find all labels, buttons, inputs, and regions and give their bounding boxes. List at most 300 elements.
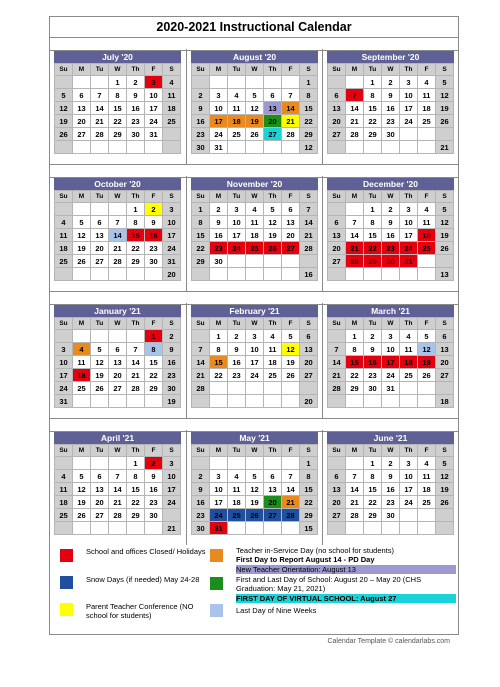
month-cell <box>322 430 458 545</box>
day-cell: 28 <box>109 509 127 522</box>
month-header: May '21 <box>191 432 318 444</box>
day-cell: 4 <box>228 470 246 483</box>
day-cell: 24 <box>246 369 264 382</box>
empty-cell <box>418 395 436 408</box>
day-cell: 1 <box>210 330 228 343</box>
instructional-day-count: 21 <box>163 522 181 535</box>
empty-cell <box>328 76 346 89</box>
day-cell: 12 <box>91 356 109 369</box>
day-cell: 6 <box>300 330 318 343</box>
day-cell: 28 <box>346 509 364 522</box>
empty-cell <box>400 382 418 395</box>
day-cell: 12 <box>246 102 264 115</box>
day-cell: 21 <box>346 115 364 128</box>
day-cell: 21 <box>109 496 127 509</box>
empty-cell <box>91 330 109 343</box>
day-cell: 26 <box>91 382 109 395</box>
day-cell: 5 <box>91 343 109 356</box>
day-cell: 19 <box>55 115 73 128</box>
day-cell: 29 <box>364 255 382 268</box>
day-cell: 5 <box>436 203 454 216</box>
day-cell: 17 <box>163 483 181 496</box>
month-calendar <box>327 178 454 281</box>
day-cell: 12 <box>55 102 73 115</box>
weekday-header: W <box>109 64 127 76</box>
day-cell: 9 <box>228 343 246 356</box>
month-table <box>54 63 181 154</box>
weekday-header: S <box>300 318 318 330</box>
day-cell: 4 <box>73 343 91 356</box>
day-cell: 5 <box>55 89 73 102</box>
weekday-header: Tu <box>228 445 246 457</box>
calendar-frame <box>49 16 459 635</box>
day-cell: 28 <box>346 255 364 268</box>
day-cell: 17 <box>400 229 418 242</box>
day-cell: 20 <box>328 115 346 128</box>
empty-cell <box>127 522 145 535</box>
day-cell: 21 <box>300 229 318 242</box>
green-swatch <box>210 577 223 590</box>
month-table <box>54 317 181 408</box>
day-cell: 30 <box>382 128 400 141</box>
weekday-header: Su <box>328 64 346 76</box>
weekday-header: Th <box>264 445 282 457</box>
day-cell: 4 <box>418 76 436 89</box>
day-cell: 18 <box>228 496 246 509</box>
day-cell: 20 <box>282 229 300 242</box>
weekday-header: F <box>282 445 300 457</box>
empty-cell <box>73 76 91 89</box>
day-cell: 29 <box>364 509 382 522</box>
empty-cell <box>228 522 246 535</box>
day-cell: 30 <box>145 509 163 522</box>
empty-cell <box>109 522 127 535</box>
day-cell: 18 <box>228 115 246 128</box>
empty-cell <box>73 330 91 343</box>
day-cell: 19 <box>246 496 264 509</box>
footer-credit[interactable]: Calendar Template © calendarlabs.com <box>327 638 450 645</box>
day-cell: 17 <box>382 356 400 369</box>
weekday-header: Th <box>264 64 282 76</box>
day-cell: 31 <box>55 395 73 408</box>
day-cell: 14 <box>328 356 346 369</box>
day-cell: 26 <box>418 369 436 382</box>
day-cell: 1 <box>109 76 127 89</box>
legend-closed: School and offices Closed/ Holidays <box>86 547 206 556</box>
month-table <box>191 444 318 535</box>
day-cell: 10 <box>400 470 418 483</box>
empty-cell <box>400 128 418 141</box>
day-cell: 18 <box>418 483 436 496</box>
empty-cell <box>192 330 210 343</box>
empty-cell <box>210 457 228 470</box>
day-cell: 14 <box>346 483 364 496</box>
day-cell: 9 <box>127 89 145 102</box>
day-cell: 18 <box>55 242 73 255</box>
day-cell: 11 <box>73 356 91 369</box>
day-cell: 16 <box>364 356 382 369</box>
empty-cell <box>328 522 346 535</box>
day-cell: 15 <box>145 356 163 369</box>
day-cell: 14 <box>282 102 300 115</box>
day-cell: 22 <box>210 369 228 382</box>
day-cell: 10 <box>228 216 246 229</box>
empty-cell <box>364 522 382 535</box>
weekday-header: S <box>163 445 181 457</box>
empty-cell <box>382 268 400 281</box>
weekday-header: Th <box>127 64 145 76</box>
empty-cell <box>228 255 246 268</box>
day-cell: 15 <box>364 229 382 242</box>
day-cell: 4 <box>418 203 436 216</box>
day-cell: 17 <box>163 229 181 242</box>
day-cell: 12 <box>282 343 300 356</box>
weekday-header: M <box>346 64 364 76</box>
weekday-header: W <box>246 191 264 203</box>
day-cell: 17 <box>210 115 228 128</box>
instructional-day-count: 13 <box>436 268 454 281</box>
day-cell: 19 <box>73 242 91 255</box>
empty-cell <box>346 268 364 281</box>
empty-cell <box>264 268 282 281</box>
empty-cell <box>55 522 73 535</box>
day-cell: 29 <box>346 382 364 395</box>
month-calendar <box>54 305 181 408</box>
day-cell: 12 <box>436 89 454 102</box>
empty-cell <box>55 141 73 154</box>
day-cell: 23 <box>228 369 246 382</box>
weekday-header: S <box>163 64 181 76</box>
empty-cell <box>300 255 318 268</box>
day-cell: 7 <box>192 343 210 356</box>
day-cell: 2 <box>145 457 163 470</box>
day-cell: 22 <box>145 369 163 382</box>
empty-cell <box>328 268 346 281</box>
day-cell: 31 <box>163 255 181 268</box>
day-cell: 11 <box>163 89 181 102</box>
empty-cell <box>210 382 228 395</box>
day-cell: 18 <box>400 356 418 369</box>
day-cell: 5 <box>264 203 282 216</box>
day-cell: 30 <box>145 255 163 268</box>
empty-cell <box>163 509 181 522</box>
empty-cell <box>418 255 436 268</box>
day-cell: 31 <box>400 255 418 268</box>
day-cell: 22 <box>127 242 145 255</box>
day-cell: 16 <box>163 356 181 369</box>
weekday-header: F <box>418 318 436 330</box>
weekday-header: M <box>73 318 91 330</box>
weekday-header: Su <box>192 191 210 203</box>
day-cell: 28 <box>91 128 109 141</box>
empty-cell <box>346 522 364 535</box>
day-cell: 16 <box>382 229 400 242</box>
weekday-header: Tu <box>228 191 246 203</box>
day-cell: 22 <box>192 242 210 255</box>
day-cell: 10 <box>210 102 228 115</box>
month-calendar <box>327 432 454 535</box>
weekday-header: Th <box>400 318 418 330</box>
instructional-day-count: 20 <box>163 268 181 281</box>
empty-cell <box>91 203 109 216</box>
day-cell: 27 <box>328 509 346 522</box>
empty-cell <box>282 76 300 89</box>
legend-first-last: First and Last Day of School: August 20 – May 20 (CHS Graduation: May 21, 2021) <box>236 575 422 593</box>
empty-cell <box>246 255 264 268</box>
weekday-header: Tu <box>228 318 246 330</box>
empty-cell <box>91 457 109 470</box>
month-calendar <box>54 51 181 154</box>
day-cell: 20 <box>328 496 346 509</box>
day-cell: 23 <box>163 369 181 382</box>
day-cell: 16 <box>192 115 210 128</box>
day-cell: 2 <box>364 330 382 343</box>
weekday-header: F <box>418 191 436 203</box>
month-header: July '20 <box>54 51 181 63</box>
empty-cell <box>228 268 246 281</box>
day-cell: 1 <box>300 76 318 89</box>
day-cell: 4 <box>55 216 73 229</box>
weekday-header: S <box>163 191 181 203</box>
empty-cell <box>91 268 109 281</box>
month-header: April '21 <box>54 432 181 444</box>
empty-cell <box>264 457 282 470</box>
day-cell: 11 <box>418 89 436 102</box>
day-cell: 27 <box>264 128 282 141</box>
orange-swatch <box>210 549 223 562</box>
day-cell: 4 <box>55 470 73 483</box>
weekday-header: Tu <box>364 191 382 203</box>
day-cell: 6 <box>328 470 346 483</box>
empty-cell <box>364 395 382 408</box>
weekday-header: Su <box>192 318 210 330</box>
day-cell: 22 <box>109 115 127 128</box>
day-cell: 5 <box>246 470 264 483</box>
weekday-header: Su <box>328 445 346 457</box>
day-cell: 11 <box>55 229 73 242</box>
weekday-header: F <box>418 64 436 76</box>
month-table <box>327 444 454 535</box>
empty-cell <box>364 141 382 154</box>
weekday-header: Tu <box>364 318 382 330</box>
empty-cell <box>264 382 282 395</box>
day-cell: 19 <box>91 369 109 382</box>
day-cell: 22 <box>364 115 382 128</box>
day-cell: 25 <box>228 509 246 522</box>
day-cell: 13 <box>109 356 127 369</box>
day-cell: 21 <box>109 242 127 255</box>
day-cell: 2 <box>382 76 400 89</box>
empty-cell <box>418 522 436 535</box>
day-cell: 25 <box>418 242 436 255</box>
empty-cell <box>282 141 300 154</box>
weekday-header: Su <box>55 191 73 203</box>
day-cell: 18 <box>418 229 436 242</box>
day-cell: 4 <box>418 457 436 470</box>
day-cell: 28 <box>127 382 145 395</box>
day-cell: 17 <box>145 102 163 115</box>
empty-cell <box>400 268 418 281</box>
day-cell: 25 <box>264 369 282 382</box>
weekday-header: Th <box>400 191 418 203</box>
weekday-header: Tu <box>91 445 109 457</box>
legend-first-report: First Day to Report August 14 - PD Day <box>236 555 375 564</box>
empty-cell <box>436 255 454 268</box>
day-cell: 11 <box>418 470 436 483</box>
day-cell: 26 <box>436 242 454 255</box>
weekday-header: W <box>109 445 127 457</box>
day-cell: 12 <box>73 483 91 496</box>
day-cell: 21 <box>346 242 364 255</box>
day-cell: 21 <box>282 115 300 128</box>
empty-cell <box>300 382 318 395</box>
day-cell: 9 <box>364 343 382 356</box>
weekday-header: W <box>382 191 400 203</box>
empty-cell <box>109 141 127 154</box>
empty-cell <box>246 522 264 535</box>
day-cell: 13 <box>73 102 91 115</box>
day-cell: 13 <box>328 483 346 496</box>
day-cell: 11 <box>55 483 73 496</box>
day-cell: 27 <box>328 255 346 268</box>
day-cell: 14 <box>192 356 210 369</box>
empty-cell <box>382 395 400 408</box>
empty-cell <box>210 76 228 89</box>
day-cell: 3 <box>145 76 163 89</box>
month-cell <box>186 49 322 164</box>
month-header: December '20 <box>327 178 454 190</box>
empty-cell <box>282 382 300 395</box>
day-cell: 4 <box>400 330 418 343</box>
legend-nine-weeks: Last Day of Nine Weeks <box>236 606 317 615</box>
day-cell: 10 <box>55 356 73 369</box>
weekday-header: Th <box>400 445 418 457</box>
weekday-header: Tu <box>364 445 382 457</box>
empty-cell <box>109 330 127 343</box>
day-cell: 25 <box>400 369 418 382</box>
blue-swatch <box>60 576 73 589</box>
day-cell: 12 <box>246 483 264 496</box>
day-cell: 18 <box>163 102 181 115</box>
day-cell: 24 <box>163 496 181 509</box>
day-cell: 16 <box>145 229 163 242</box>
day-cell: 21 <box>282 496 300 509</box>
day-cell: 20 <box>300 356 318 369</box>
month-calendar <box>54 178 181 281</box>
day-cell: 12 <box>436 216 454 229</box>
day-cell: 8 <box>145 343 163 356</box>
weekday-header: F <box>282 64 300 76</box>
day-cell: 3 <box>400 203 418 216</box>
empty-cell <box>145 268 163 281</box>
weekday-header: Th <box>264 191 282 203</box>
weekday-header: W <box>382 445 400 457</box>
day-cell: 13 <box>91 229 109 242</box>
day-cell: 11 <box>228 483 246 496</box>
day-cell: 4 <box>264 330 282 343</box>
weekday-header: Su <box>55 445 73 457</box>
day-cell: 19 <box>436 229 454 242</box>
empty-cell <box>328 330 346 343</box>
day-cell: 15 <box>300 483 318 496</box>
day-cell: 7 <box>346 470 364 483</box>
empty-cell <box>282 395 300 408</box>
empty-cell <box>346 395 364 408</box>
month-table <box>327 190 454 281</box>
weekday-header: M <box>210 318 228 330</box>
weekday-header: W <box>382 318 400 330</box>
day-cell: 18 <box>418 102 436 115</box>
weekday-header: Th <box>127 445 145 457</box>
day-cell: 19 <box>264 229 282 242</box>
day-cell: 2 <box>228 330 246 343</box>
weekday-header: Th <box>400 64 418 76</box>
legend-ptc: Parent Teacher Conference (NO school for students) <box>86 602 194 620</box>
day-cell: 26 <box>55 128 73 141</box>
empty-cell <box>228 76 246 89</box>
day-cell: 6 <box>436 330 454 343</box>
day-cell: 30 <box>382 509 400 522</box>
day-cell: 14 <box>91 102 109 115</box>
weekday-header: Th <box>127 318 145 330</box>
day-cell: 2 <box>163 330 181 343</box>
day-cell: 8 <box>346 343 364 356</box>
day-cell: 23 <box>145 496 163 509</box>
day-cell: 9 <box>145 216 163 229</box>
day-cell: 9 <box>382 89 400 102</box>
day-cell: 12 <box>418 343 436 356</box>
day-cell: 4 <box>246 203 264 216</box>
day-cell: 3 <box>246 330 264 343</box>
day-cell: 20 <box>264 496 282 509</box>
day-cell: 14 <box>109 229 127 242</box>
day-cell: 1 <box>127 203 145 216</box>
day-cell: 23 <box>192 509 210 522</box>
day-cell: 6 <box>264 89 282 102</box>
day-cell: 28 <box>192 382 210 395</box>
day-cell: 24 <box>382 369 400 382</box>
day-cell: 7 <box>282 89 300 102</box>
instructional-day-count: 19 <box>163 395 181 408</box>
day-cell: 30 <box>192 141 210 154</box>
day-cell: 16 <box>382 483 400 496</box>
weekday-header: M <box>73 445 91 457</box>
day-cell: 10 <box>400 216 418 229</box>
empty-cell <box>436 522 454 535</box>
day-cell: 25 <box>418 115 436 128</box>
day-cell: 11 <box>228 102 246 115</box>
day-cell: 28 <box>300 242 318 255</box>
empty-cell <box>400 395 418 408</box>
day-cell: 1 <box>127 457 145 470</box>
instructional-day-count: 18 <box>436 395 454 408</box>
day-cell: 22 <box>127 496 145 509</box>
month-header: March '21 <box>327 305 454 317</box>
day-cell: 12 <box>264 216 282 229</box>
weekday-header: Su <box>55 318 73 330</box>
empty-cell <box>91 395 109 408</box>
day-cell: 2 <box>192 89 210 102</box>
day-cell: 26 <box>73 255 91 268</box>
day-cell: 20 <box>91 242 109 255</box>
empty-cell <box>210 268 228 281</box>
weekday-header: W <box>109 318 127 330</box>
day-cell: 31 <box>382 382 400 395</box>
empty-cell <box>436 128 454 141</box>
month-cell <box>50 430 186 545</box>
day-cell: 26 <box>436 115 454 128</box>
day-cell: 21 <box>91 115 109 128</box>
